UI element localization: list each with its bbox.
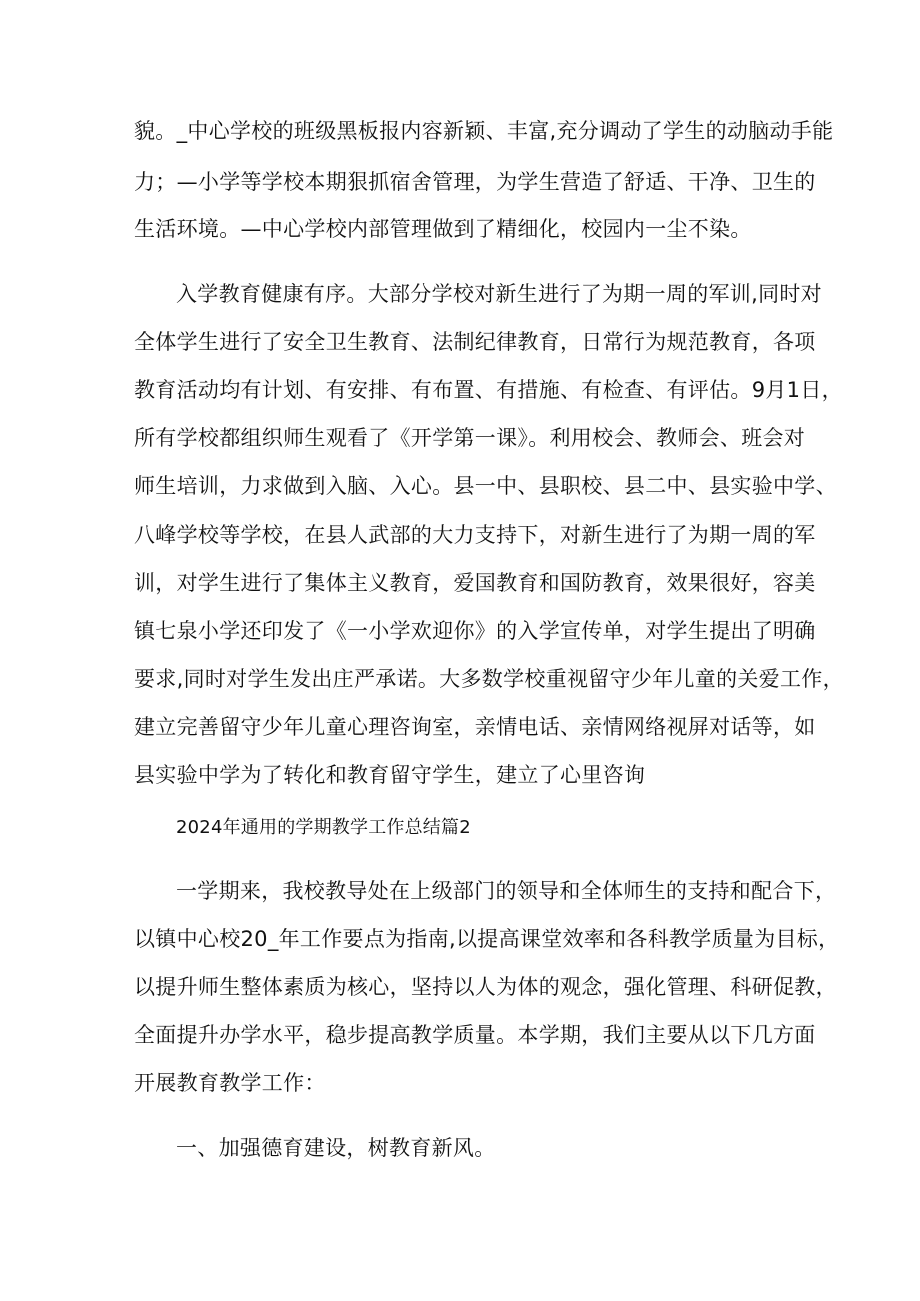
paragraph-line: 开展教育教学工作： (134, 1071, 326, 1095)
paragraph-line: 教育活动均有计划、有安排、有布置、有措施、有检查、有评估。9月1日， (134, 378, 843, 402)
paragraph-line: 全面提升办学水平，稳步提高教学质量。本学期，我们主要从以下几方面 (134, 1023, 816, 1047)
paragraph-line: 以提升师生整体素质为核心，坚持以人为体的观念，强化管理、科研促教， (134, 975, 837, 999)
paragraph-line: 貌。_中心学校的班级黑板报内容新颖、丰富,充分调动了学生的动脑动手能 (134, 119, 834, 143)
paragraph-line: 镇七泉小学还印发了《一小学欢迎你》的入学宣传单，对学生提出了明确 (134, 619, 816, 643)
paragraph-line: 要求,同时对学生发出庄严承诺。大多数学校重视留守少年儿童的关爱工作， (134, 667, 844, 691)
paragraph-line: 力；—小学等学校本期狠抓宿舍管理，为学生营造了舒适、干净、卫生的 (134, 170, 816, 194)
section-title: 一、加强德育建设，树教育新风。 (176, 1136, 496, 1160)
paragraph-line: 县实验中学为了转化和教育留守学生，建立了心里咨询 (134, 763, 646, 787)
paragraph-line: 一学期来，我校教导处在上级部门的领导和全体师生的支持和配合下， (176, 879, 837, 903)
paragraph-line: 八峰学校等学校，在县人武部的大力支持下，对新生进行了为期一周的军 (134, 523, 816, 547)
paragraph-line: 入学教育健康有序。大部分学校对新生进行了为期一周的军训,同时对 (176, 282, 822, 306)
paragraph-line: 建立完善留守少年儿童心理咨询室，亲情电话、亲情网络视屏对话等，如 (134, 715, 816, 739)
paragraph-line: 所有学校都组织师生观看了《开学第一课》。利用校会、教师会、班会对 (134, 426, 806, 450)
paragraph-line: 以镇中心校20_年工作要点为指南,以提高课堂效率和各科教学质量为目标， (134, 927, 840, 951)
paragraph-line: 全体学生进行了安全卫生教育、法制纪律教育，日常行为规范教育，各项 (134, 330, 816, 354)
section-heading: 2024年通用的学期教学工作总结篇2 (176, 817, 471, 838)
paragraph-line: 训，对学生进行了集体主义教育，爱国教育和国防教育，效果很好，容美 (134, 571, 816, 595)
paragraph-line: 生活环境。—中心学校内部管理做到了精细化，校园内一尘不染。 (134, 217, 752, 241)
paragraph-line: 师生培训，力求做到入脑、入心。县一中、县职校、县二中、县实验中学、 (134, 474, 837, 498)
